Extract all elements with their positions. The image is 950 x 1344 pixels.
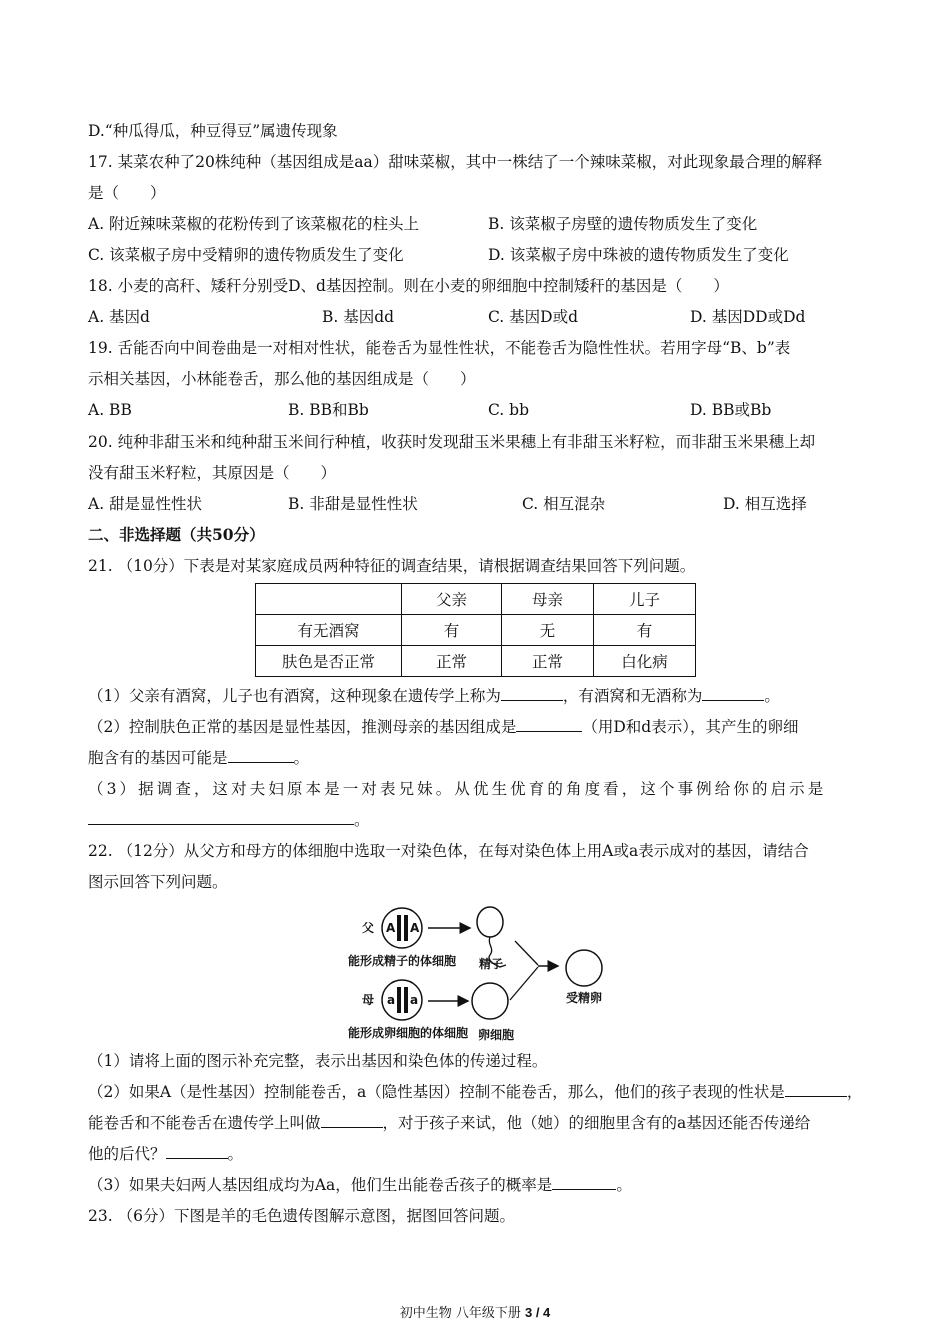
q19-option-b: B. BB和Bb [288, 401, 369, 419]
table-cell: 有 [402, 615, 502, 646]
mother-chromosome [397, 987, 401, 1013]
answer-blank[interactable] [785, 1082, 847, 1097]
egg-caption: 卵细胞 [478, 1028, 515, 1042]
q17-option-a: A. 附近辣味菜椒的花粉传到了该菜椒花的柱头上 [88, 215, 420, 233]
table-cell: 有 [594, 615, 696, 646]
inheritance-figure [340, 905, 640, 1050]
answer-blank[interactable] [321, 1113, 383, 1128]
q17-stem-line1: 17. 某菜农种了20株纯种（基因组成是aa）甜味菜椒，其中一株结了一个辣味菜椒，对此现象最合理的解释 [88, 153, 823, 171]
q22-part2-line2: 能卷舌和不能卷舌在遗传学上叫做 ，对于孩子来试，他（她）的细胞里含有的a基因还能否传递给 [88, 1114, 811, 1132]
table-header-row [256, 584, 696, 615]
q19-option-c: C. bb [488, 401, 530, 419]
q20-stem-line1: 20. 纯种非甜玉米和纯种甜玉米间行种植，收获时发现甜玉米果穗上有非甜玉米籽粒，而非甜玉米果穗上却 [88, 433, 816, 451]
table-cell: 白化病 [594, 646, 696, 677]
father-gene: A [386, 921, 396, 935]
connector [510, 967, 538, 1000]
q16-option-d: D.“种瓜得瓜，种豆得豆”属遗传现象 [88, 122, 338, 140]
table-header-cell: 父亲 [402, 584, 502, 615]
q22-part3: （3）如果夫妇两人基因组成均为Aa，他们生出能卷舌孩子的概率是 。 [88, 1176, 632, 1194]
mother-chromosome [404, 987, 408, 1013]
father-chromosome [404, 915, 408, 941]
table-row [256, 615, 696, 646]
q21-part2-line2: 胞含有的基因可能是 。 [88, 749, 310, 767]
q22-stem-line2: 图示回答下列问题。 [88, 873, 228, 891]
father-cell-caption: 能形成精子的体细胞 [348, 954, 457, 968]
egg-circle [472, 983, 508, 1019]
q21-stem: 21. （10分）下表是对某家庭成员两种特征的调查结果，请根据调查结果回答下列问题。 [88, 557, 696, 575]
q17-option-c: C. 该菜椒子房中受精卵的遗传物质发生了变化 [88, 246, 404, 264]
table-cell: 有无酒窝 [256, 615, 402, 646]
answer-blank[interactable] [88, 810, 354, 825]
q21-part3-answer: 。 [88, 810, 370, 830]
answer-blank[interactable] [552, 1175, 616, 1190]
page-footer [0, 1302, 950, 1321]
q21-part3: （3）据调查，这对夫妇原本是一对表兄妹。从优生优育的角度看，这个事例给你的启示是 [88, 780, 827, 798]
table-cell: 正常 [402, 646, 502, 677]
survey-table [255, 583, 696, 677]
mother-gene: a [387, 993, 396, 1007]
answer-blank[interactable] [501, 686, 563, 701]
q20-stem-line2: 没有甜玉米籽粒，其原因是（ ） [88, 464, 337, 482]
answer-blank[interactable] [228, 748, 294, 763]
answer-blank[interactable] [166, 1144, 228, 1159]
answer-blank[interactable] [702, 686, 764, 701]
mother-gene: a [410, 993, 419, 1007]
q18-stem: 18. 小麦的高秆、矮秆分别受D、d基因控制。则在小麦的卵细胞中控制矮秆的基因是（ ） [88, 277, 729, 295]
table-cell: 正常 [502, 646, 594, 677]
q19-option-d: D. BB或Bb [690, 401, 772, 419]
table-header-cell: 母亲 [502, 584, 594, 615]
zygote-caption: 受精卵 [566, 991, 603, 1005]
mother-cell-caption: 能形成卵细胞的体细胞 [348, 1026, 469, 1040]
page-number: 3 / 4 [524, 1305, 551, 1320]
father-label: 父 [362, 921, 375, 935]
q17-option-d: D. 该菜椒子房中珠被的遗传物质发生了变化 [488, 246, 789, 264]
q20-option-b: B. 非甜是显性性状 [288, 495, 418, 513]
father-chromosome [397, 915, 401, 941]
table-row [256, 646, 696, 677]
q19-stem-line1: 19. 舌能否向中间卷曲是一对相对性状，能卷舌为显性性状，不能卷舌为隐性性状。若用字母“B、b”表 [88, 339, 791, 357]
q19-option-a: A. BB [88, 401, 132, 419]
q18-option-a: A. 基因d [88, 308, 150, 326]
mother-label: 母 [362, 993, 375, 1007]
q18-option-d: D. 基因DD或Dd [690, 308, 806, 326]
zygote-circle [566, 950, 602, 986]
q20-option-a: A. 甜是显性性状 [88, 495, 203, 513]
table-header-cell: 儿子 [594, 584, 696, 615]
footer-text: 初中生物 八年级下册 [399, 1306, 525, 1321]
connector [515, 941, 538, 965]
q23-stem: 23. （6分）下图是羊的毛色遗传图解示意图，据图回答问题。 [88, 1207, 515, 1225]
q21-part1: （1）父亲有酒窝，儿子也有酒窝，这种现象在遗传学上称为 ，有酒窝和无酒称为 。 [88, 687, 780, 705]
q17-stem-line2: 是（ ） [88, 184, 166, 202]
q20-option-c: C. 相互混杂 [522, 495, 606, 513]
q22-part1: （1）请将上面的图示补充完整，表示出基因和染色体的传递过程。 [88, 1052, 548, 1070]
q18-option-c: C. 基因D或d [488, 308, 579, 326]
father-gene: A [410, 921, 420, 935]
q20-option-d: D. 相互选择 [723, 495, 807, 513]
sperm-caption: 精子 [479, 957, 504, 971]
q22-stem-line1: 22. （12分）从父方和母方的体细胞中选取一对染色体，在每对染色体上用A或a表示成对的基因，请结合 [88, 842, 809, 860]
sperm-head [477, 907, 503, 937]
q22-part2-line3: 他的后代？ 。 [88, 1145, 244, 1163]
section-heading: 二、非选择题（共50分） [88, 525, 265, 544]
q19-stem-line2: 示相关基因，小林能卷舌，那么他的基因组成是（ ） [88, 370, 476, 388]
q22-part2-line1: （2）如果A（是性基因）控制能卷舌，a（隐性基因）控制不能卷舌，那么，他们的孩子表现的性状是 ， [88, 1083, 863, 1101]
answer-blank[interactable] [516, 717, 582, 732]
q18-option-b: B. 基因dd [322, 308, 395, 326]
table-cell: 肤色是否正常 [256, 646, 402, 677]
q17-option-b: B. 该菜椒子房壁的遗传物质发生了变化 [488, 215, 758, 233]
table-cell: 无 [502, 615, 594, 646]
q21-part2-line1: （2）控制肤色正常的基因是显性基因，推测母亲的基因组成是 （用D和d表示），其产生的卵细 [88, 718, 799, 736]
table-header-cell [256, 584, 402, 615]
